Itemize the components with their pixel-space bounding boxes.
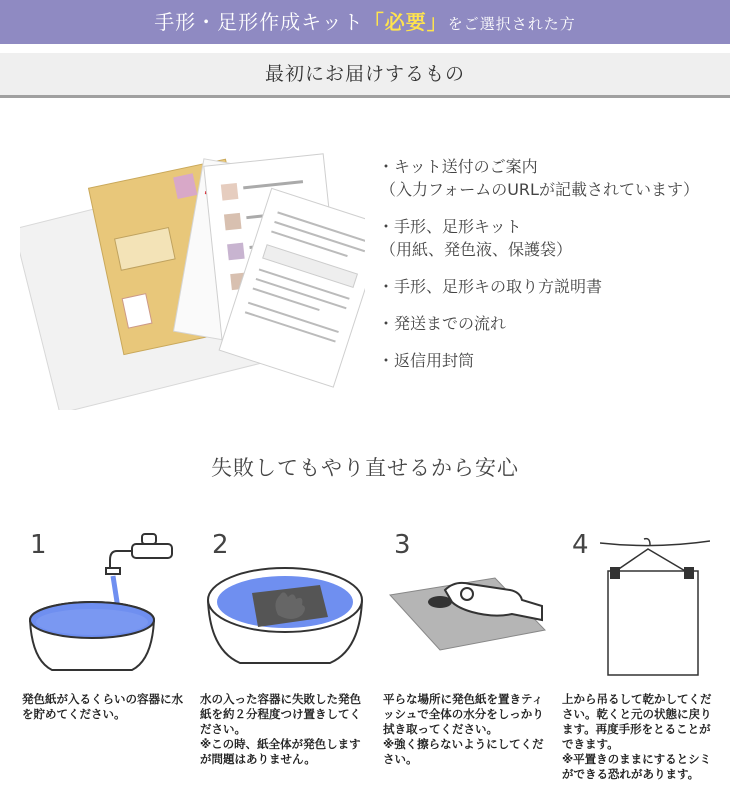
list-item: [378, 275, 718, 298]
basin-with-paper-icon: [200, 555, 370, 675]
step-2-number: 2: [212, 530, 229, 560]
step-2-text: 水の入った容器に失敗した発色紙を約２分程度つけ置きしてください。 ※この時、紙全体が発色しますが問題はありません。: [200, 692, 361, 766]
list-item-label: ・返信用封筒: [378, 351, 475, 370]
list-item: [378, 215, 718, 261]
list-item: [378, 155, 718, 201]
hanging-paper-icon: [600, 535, 710, 685]
banner-suffix: をご選択された方: [447, 15, 576, 33]
list-item-label: ・手形、足形キット: [378, 217, 522, 236]
list-item-label: ・キット送付のご案内: [378, 157, 538, 176]
list-item: [378, 349, 718, 372]
list-item-label: ・手形、足形キの取り方説明書: [378, 277, 603, 296]
kit-contents-image: [20, 140, 365, 410]
banner-highlight: 「必要」: [363, 10, 448, 34]
list-item-label: ・発送までの流れ: [378, 314, 507, 333]
step-1-text: 発色紙が入るくらいの容器に水を貯めてください。: [22, 692, 183, 721]
top-banner: [0, 0, 730, 44]
subheading: 最初にお届けするもの: [0, 53, 730, 98]
wipe-paper-icon: [385, 560, 555, 660]
step-3-number: 3: [394, 530, 411, 560]
kit-contents-list: [378, 155, 718, 386]
step-1-number: 1: [30, 530, 47, 560]
banner-prefix: 手形・足形作成キット: [154, 10, 364, 34]
section-title: 失敗してもやり直せるから安心: [211, 456, 519, 480]
step-3-text: 平らな場所に発色紙を置きティッシュで全体の水分をしっかり拭き取ってください。 ※強く擦らないようにしてください。: [383, 692, 544, 766]
list-item-sub: （入力フォームのURLが記載されています）: [380, 180, 699, 199]
step-4-number: 4: [572, 530, 589, 560]
list-item-sub: （用紙、発色液、保護袋）: [380, 240, 573, 259]
list-item: [378, 312, 718, 335]
step-4-text: 上から吊るして乾かしてください。乾くと元の状態に戻ります。再度手形をとることができます。 ※平置きのままにするとシミができる恐れがあります。: [562, 692, 712, 781]
basin-faucet-icon: [22, 530, 182, 680]
